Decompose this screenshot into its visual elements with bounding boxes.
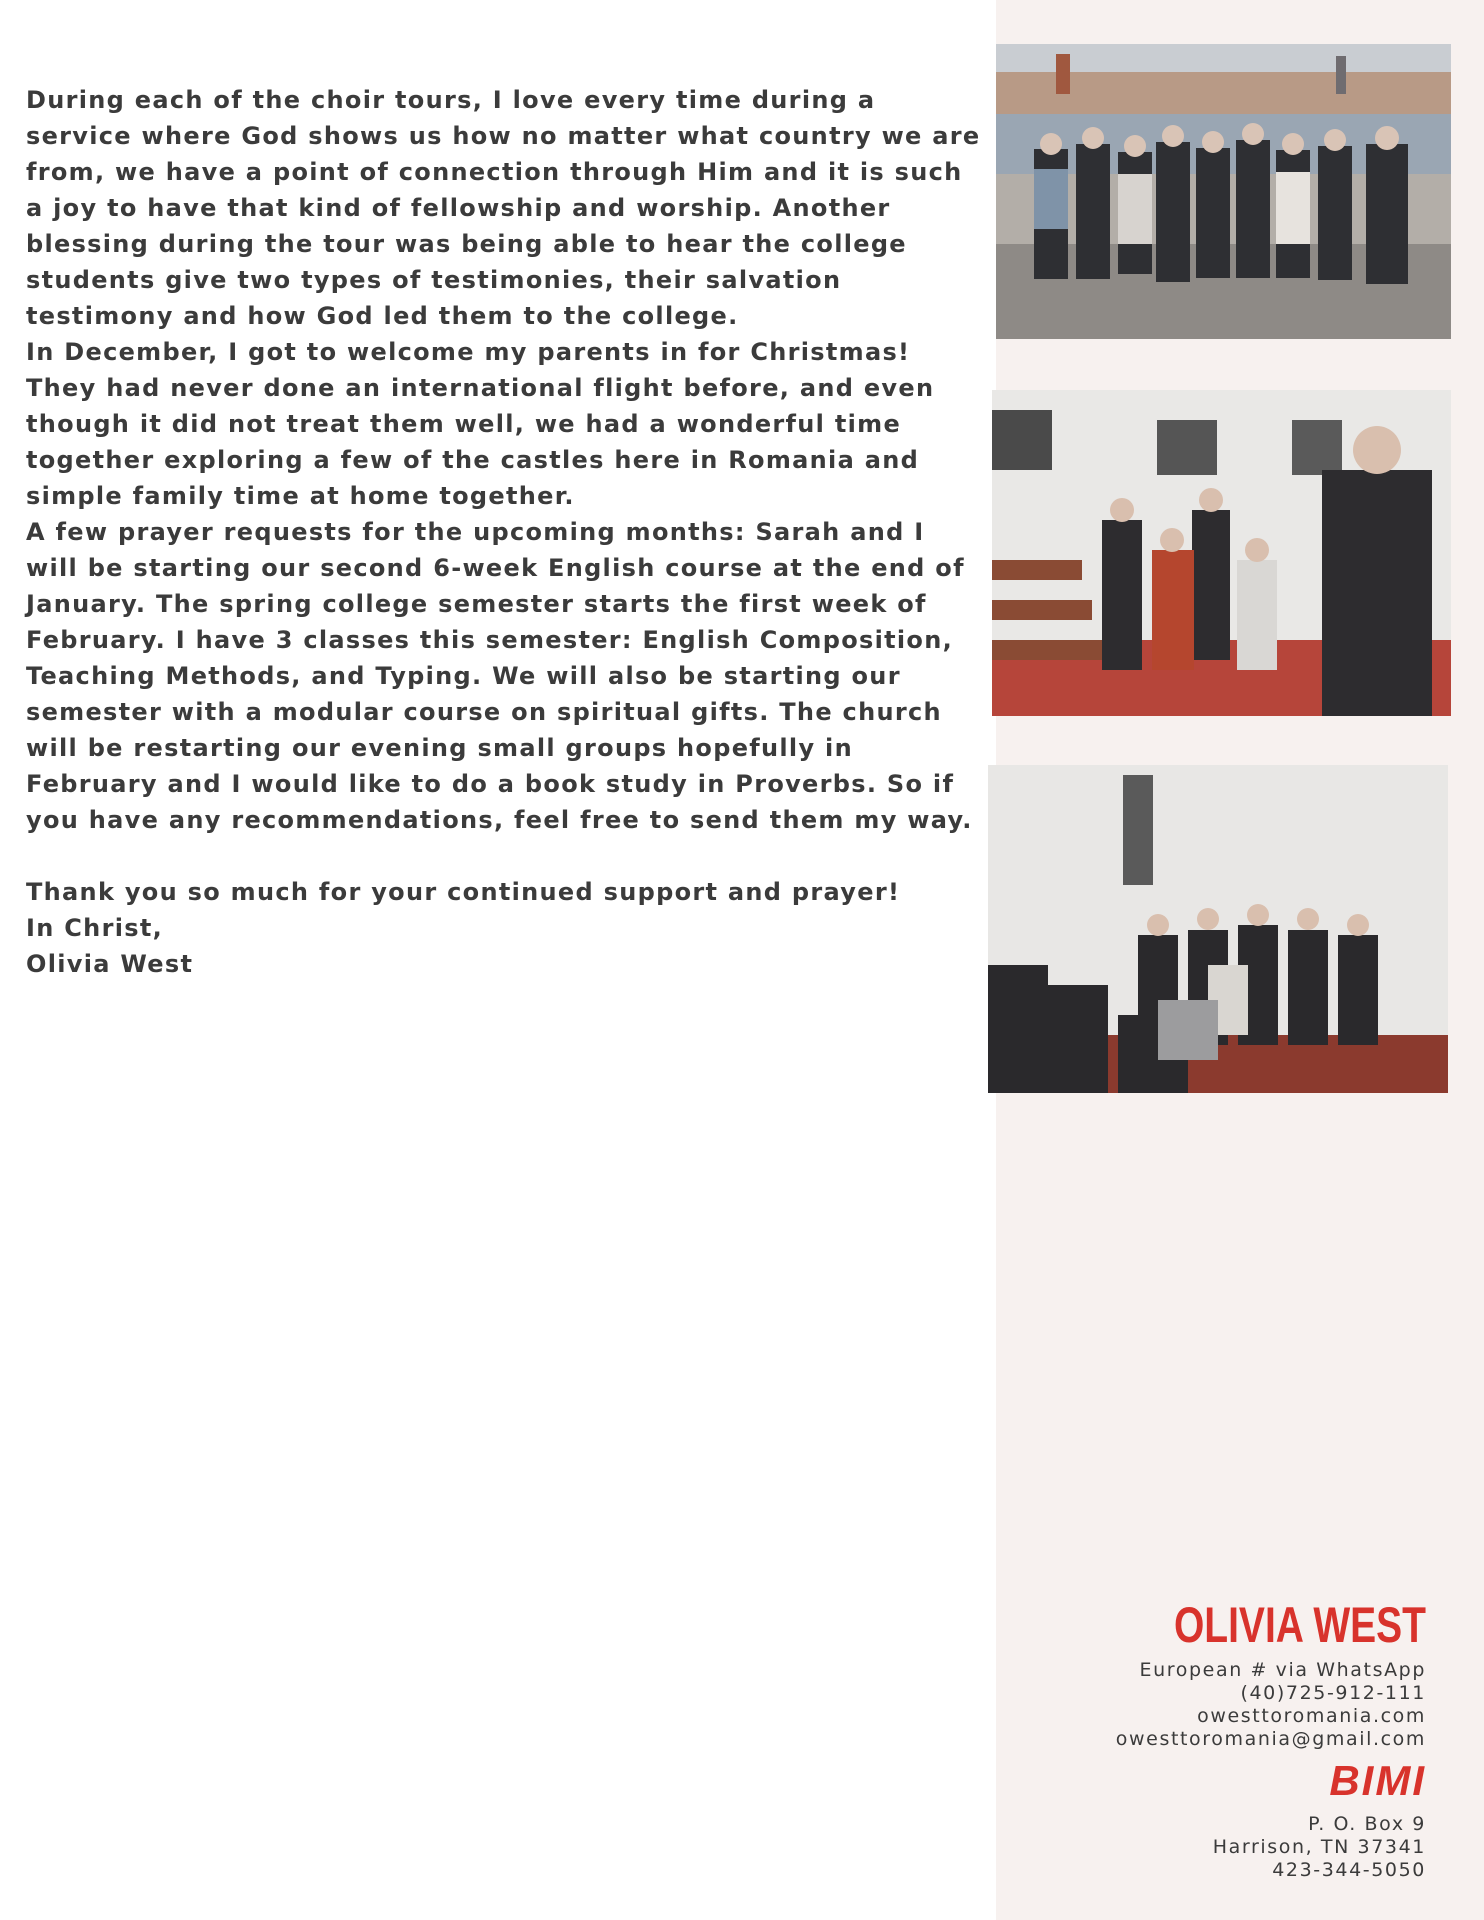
photo-choir-singing bbox=[988, 765, 1448, 1093]
thank-you-line: Thank you so much for your continued support and prayer! bbox=[26, 878, 901, 906]
photo-church-fellowship bbox=[992, 390, 1451, 716]
org-phone: 423-344-5050 bbox=[1272, 1859, 1426, 1881]
signature: Olivia West bbox=[26, 950, 194, 978]
email-address: owesttoromania@gmail.com bbox=[1115, 1728, 1426, 1750]
contact-block bbox=[1026, 1595, 1426, 1882]
po-box: P. O. Box 9 bbox=[1308, 1813, 1426, 1835]
bimi-logo: BIMI bbox=[1329, 1757, 1426, 1804]
closing-line: In Christ, bbox=[26, 914, 164, 942]
paragraph-choir-tours: During each of the choir tours, I love every time during a service where God shows us how no matter what country we are from, we have a point of connection through Him and it is such a joy to have that kind of fellowship and worship. Another blessing during the tour was being able to hear the college students give two types of testimonies, their salvation testimony and how God led them to the college. bbox=[26, 86, 981, 330]
phone-label: European # via WhatsApp bbox=[1139, 1659, 1426, 1681]
paragraph-christmas: In December, I got to welcome my parents in for Christmas! They had never done an international flight before, and even though it did not treat them well, we had a wonderful time together exploring a few of the castles here in Romania and simple family time at home together. bbox=[26, 338, 935, 510]
city-state-zip: Harrison, TN 37341 bbox=[1212, 1836, 1426, 1858]
missionary-name: OLIVIA WEST bbox=[1173, 1597, 1426, 1653]
phone-number: (40)725-912-111 bbox=[1240, 1682, 1426, 1704]
website-link: owesttoromania.com bbox=[1197, 1705, 1426, 1727]
letter-body bbox=[26, 82, 986, 982]
photo-group-riverside bbox=[996, 44, 1451, 339]
paragraph-prayer-requests: A few prayer requests for the upcoming months: Sarah and I will be starting our second 6-week English course at the end of January. The spring college semester starts the first week of February. I have 3 classes this semester: English Composition, Teaching Methods, and Typing. We will also be starting our semester with a modular course on spiritual gifts. The church will be restarting our evening small groups hopefully in February and I would like to do a book study in Proverbs. So if you have any recommendations, feel free to send them my way. bbox=[26, 518, 973, 834]
spacer bbox=[26, 838, 986, 874]
